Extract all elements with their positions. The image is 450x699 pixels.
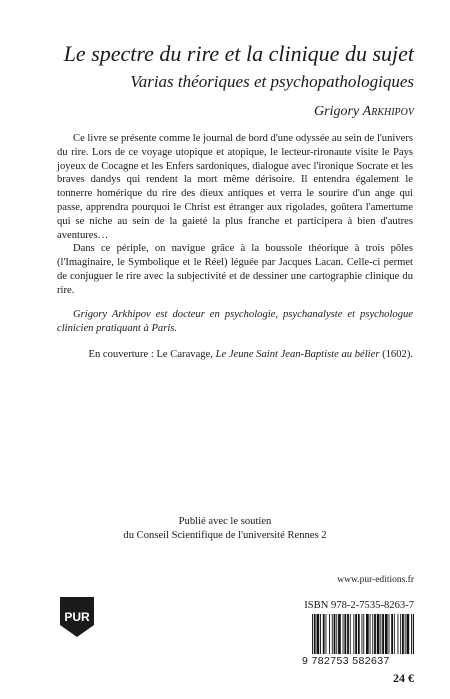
author-name <box>0 104 414 120</box>
barcode-bar <box>380 614 381 654</box>
isbn-number: ISBN 978-2-7535-8263-7 <box>304 600 414 611</box>
support-line-1: Publié avec le soutien <box>178 516 272 527</box>
publisher-website: www.pur-editions.fr <box>337 575 414 585</box>
barcode-bar <box>317 614 320 654</box>
barcode-bar <box>374 614 376 654</box>
synopsis-paragraph-2: Dans ce périple, on navigue grâce à la boussole théorique à trois pôles (l'Imaginaire, le Symbolique et le Réel) léguée par Jacques Lacan. Celle-ci permet de conjuguer le rire avec la subjectivité et de dessiner une cartographie clinique du rire. <box>57 243 413 296</box>
barcode-bar <box>329 614 330 654</box>
barcode-bar <box>366 614 369 654</box>
cover-credit-work: Le Jeune Saint Jean-Baptiste au bélier <box>215 349 380 360</box>
barcode-bar <box>320 614 321 654</box>
barcode-bar <box>334 614 336 654</box>
barcode-bar <box>314 614 316 654</box>
author-last-name: Arkhipov <box>362 104 414 119</box>
pur-logo-text: PUR <box>64 610 90 624</box>
author-bio-text: Grigory Arkhipov est docteur en psychologie, psychanalyste et psychologue clinicien pratiquant à Paris. <box>57 309 413 334</box>
barcode-bar <box>363 614 364 654</box>
barcode <box>311 614 414 654</box>
barcode-bar <box>398 614 399 654</box>
barcode-bar <box>350 614 351 654</box>
support-line-2: du Conseil Scientifique de l'université Rennes 2 <box>123 530 327 541</box>
barcode-bar <box>353 614 354 654</box>
author-bio <box>57 308 413 336</box>
synopsis-paragraph-1: Ce livre se présente comme le journal de bord d'une odyssée au sein de l'univers du rire. Lors de ce voyage utopique et atopique, le lecteur-rironaute visite le Pays joyeux de Cocagne et les Enfers sardoniques, dialogue avec l'ironique Socrate et les braves dandys qui rendent la mort même dérisoire. Il entendra également le tonnerre homérique du rire des dieux antiques et verra le sourire d'un ange qui passe, apprendra pourquoi le Christ est étranger aux rigolades, goûtera l'amertume qui se niche au sein de la gaieté la plus franche et participera à bien d'autres aventures… <box>57 133 413 241</box>
book-subtitle: Varias théoriques et psychopathologiques <box>130 72 414 91</box>
barcode-bar <box>411 614 412 654</box>
barcode-bar <box>385 614 388 654</box>
barcode-bar <box>382 614 384 654</box>
barcode-bar <box>377 614 380 654</box>
barcode-bar <box>400 614 401 654</box>
barcode-bar <box>370 614 371 654</box>
barcode-bar <box>358 614 360 654</box>
barcode-bar <box>389 614 390 654</box>
barcode-bar <box>413 614 414 654</box>
barcode-bar <box>405 614 406 654</box>
barcode-bar <box>332 614 333 654</box>
barcode-bar <box>372 614 373 654</box>
barcode-bar <box>326 614 327 654</box>
cover-credit <box>57 348 413 362</box>
barcode-bar <box>394 614 395 654</box>
barcode-bar <box>407 614 410 654</box>
barcode-bar <box>343 614 344 654</box>
cover-credit-prefix: En couverture : Le Caravage, <box>88 349 216 360</box>
barcode-bar <box>338 614 341 654</box>
barcode-bar <box>323 614 325 654</box>
barcode-digits: 9 782753 582637 <box>302 655 390 667</box>
barcode-bar <box>344 614 346 654</box>
barcode-bar <box>362 614 363 654</box>
cover-credit-suffix: (1602). <box>379 349 413 360</box>
book-title: Le spectre du rire et la clinique du sujet <box>63 41 414 66</box>
support-notice <box>0 515 450 543</box>
synopsis <box>57 132 413 298</box>
barcode-bar <box>336 614 337 654</box>
barcode-bar <box>391 614 393 654</box>
barcode-bar <box>347 614 349 654</box>
barcode-bar <box>355 614 357 654</box>
barcode-bar <box>312 614 313 654</box>
price: 24 € <box>393 671 414 685</box>
author-first-name: Grigory <box>314 104 360 119</box>
barcode-bar <box>402 614 404 654</box>
pur-logo-icon <box>58 595 96 639</box>
